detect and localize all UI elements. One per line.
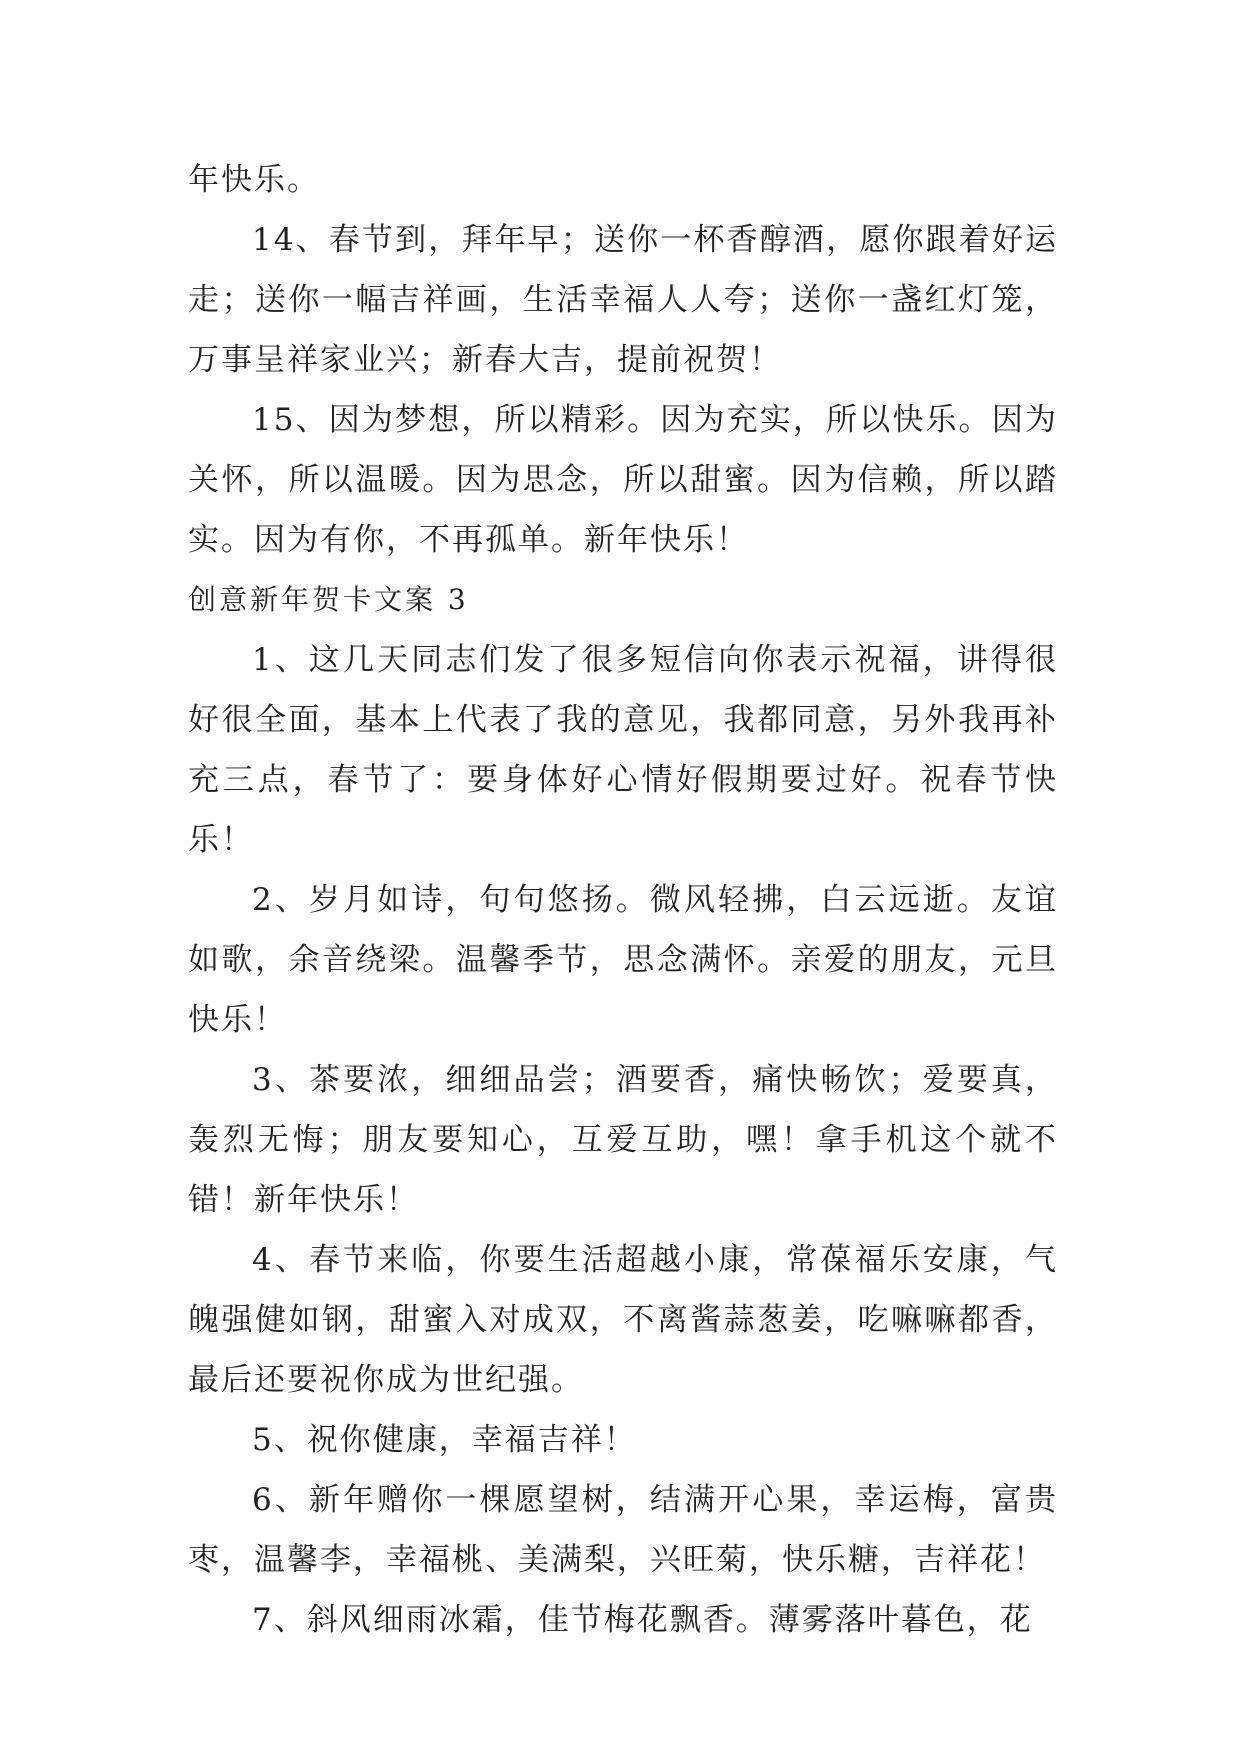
paragraph-item-1: 1、这几天同志们发了很多短信向你表示祝福，讲得很好很全面，基本上代表了我的意见，我都同意，另外我再补充三点，春节了：要身体好心情好假期要过好。祝春节快乐！	[188, 642, 1058, 858]
paragraph-item-6: 6、新年赠你一棵愿望树，结满开心果，幸运梅，富贵枣，温馨李，幸福桃、美满梨，兴旺菊，快乐糖，吉祥花！	[188, 1482, 1058, 1578]
paragraph-item-4: 4、春节来临，你要生活超越小康，常葆福乐安康，气魄强健如钢，甜蜜入对成双，不离酱蒜葱姜，吃嘛嘛都香，最后还要祝你成为世纪强。	[188, 1242, 1058, 1398]
paragraph-item-14: 14、春节到，拜年早；送你一杯香醇酒，愿你跟着好运走；送你一幅吉祥画，生活幸福人人夸；送你一盏红灯笼，万事呈祥家业兴；新春大吉，提前祝贺！	[188, 222, 1058, 378]
paragraph-item-2: 2、岁月如诗，句句悠扬。微风轻拂，白云远逝。友谊如歌，余音绕梁。温馨季节，思念满怀。亲爱的朋友，元旦快乐！	[188, 882, 1058, 1038]
paragraph-item-3: 3、茶要浓，细细品尝；酒要香，痛快畅饮；爱要真，轰烈无悔；朋友要知心，互爱互助，嘿！拿手机这个就不错！新年快乐！	[188, 1062, 1058, 1218]
paragraph-continuation: 年快乐。	[188, 162, 320, 198]
paragraph-item-7: 7、斜风细雨冰霜，佳节梅花飘香。薄雾落叶暮色，花	[252, 1602, 1033, 1638]
paragraph-item-15: 15、因为梦想，所以精彩。因为充实，所以快乐。因为关怀，所以温暖。因为思念，所以甜蜜。因为信赖，所以踏实。因为有你，不再孤单。新年快乐！	[188, 402, 1058, 558]
paragraph-item-5: 5、祝你健康，幸福吉祥！	[252, 1422, 637, 1458]
section-heading: 创意新年贺卡文案 3	[188, 583, 469, 616]
document-body	[188, 150, 1058, 1650]
